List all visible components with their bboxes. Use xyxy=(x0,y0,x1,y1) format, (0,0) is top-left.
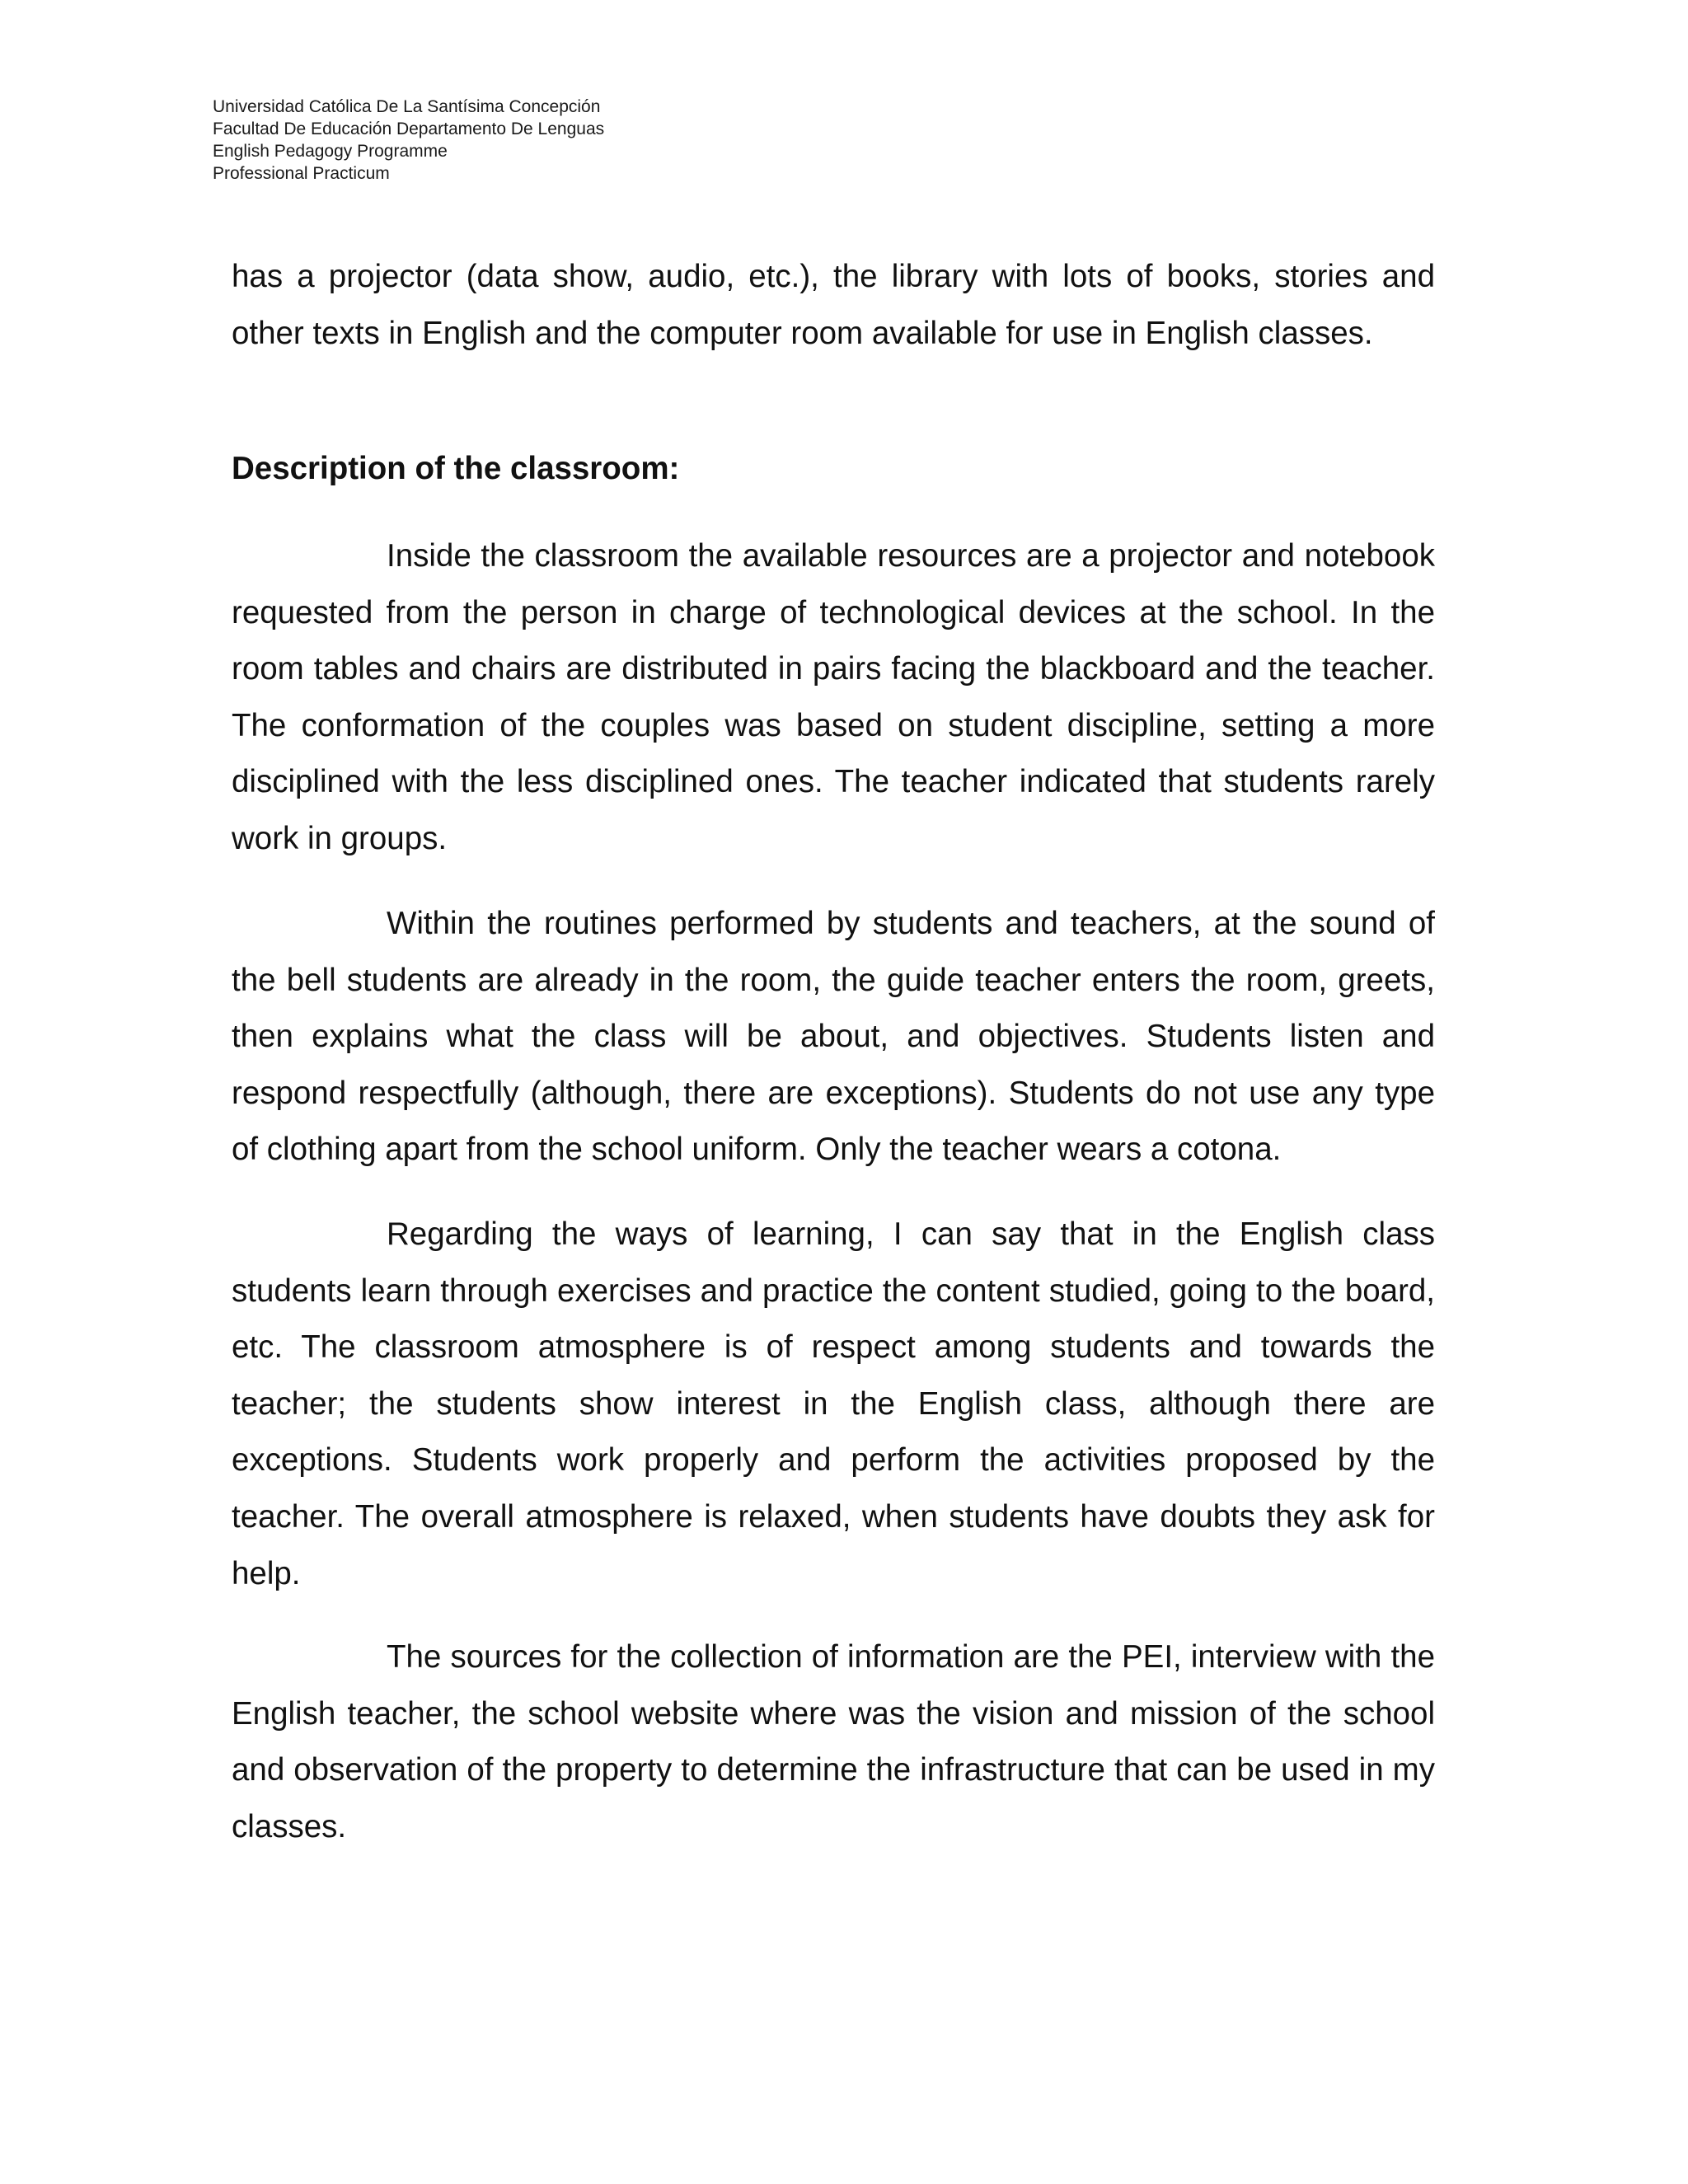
page-header xyxy=(213,96,604,185)
paragraph-information-sources: The sources for the collection of information are the PEI, interview with the English teacher, the school website where was the vision and mission of the school and observation of the property to determine the infrastructure that can be used in my classes. xyxy=(232,1639,1435,1844)
paragraph-ways-of-learning: Regarding the ways of learning, I can say that in the English class students learn through exercises and practice the content studied, going to the board, etc. The classroom atmosphere is of respect among students and towards the teacher; the students show interest in the English class, although there are exceptions. Students work properly and perform the activities proposed by the teacher. The overall atmosphere is relaxed, when students have doubts they ask for help. xyxy=(232,1216,1435,1591)
header-university: Universidad Católica De La Santísima Concepción xyxy=(213,97,601,116)
intro-paragraph: has a projector (data show, audio, etc.), the library with lots of books, stories and other texts in English and the computer room available for use in English classes. xyxy=(232,259,1435,351)
paragraph-classroom-resources: Inside the classroom the available resources are a projector and notebook requested from the person in charge of technological devices at the school. In the room tables and chairs are distributed in pairs facing the blackboard and the teacher. The conformation of the couples was based on student discipline, setting a more disciplined with the less disciplined ones. The teacher indicated that students rarely work in groups. xyxy=(232,538,1435,856)
header-course: Professional Practicum xyxy=(213,164,390,183)
header-faculty: Facultad De Educación Departamento De Lenguas xyxy=(213,120,605,138)
section-heading: Description of the classroom: xyxy=(232,451,680,486)
header-programme: English Pedagogy Programme xyxy=(213,142,448,161)
paragraph-routines: Within the routines performed by students and teachers, at the sound of the bell students are already in the room, the guide teacher enters the room, greets, then explains what the class will be about, and objectives. Students listen and respond respectfully (although, there are exceptions). Students do not use any type of clothing apart from the school uniform. Only the teacher wears a cotona. xyxy=(232,906,1435,1168)
